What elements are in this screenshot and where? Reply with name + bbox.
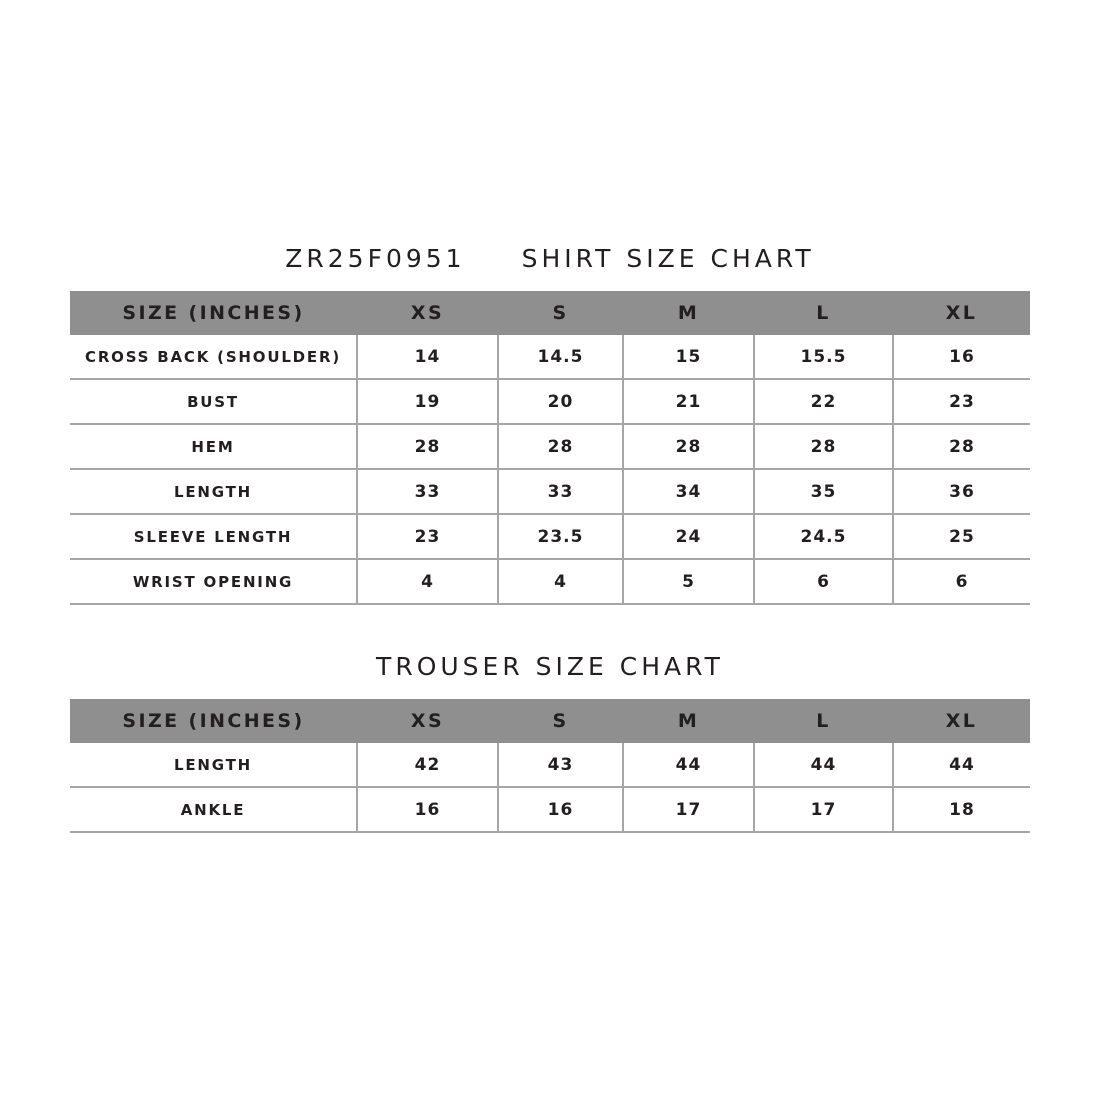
table-cell: 42 bbox=[357, 743, 498, 787]
row-label: SLEEVE LENGTH bbox=[70, 514, 357, 559]
header-cell-size-inches: SIZE (INCHES) bbox=[70, 291, 357, 335]
row-label: WRIST OPENING bbox=[70, 559, 357, 604]
table-cell: 14.5 bbox=[498, 335, 623, 379]
row-label: CROSS BACK (SHOULDER) bbox=[70, 335, 357, 379]
table-row bbox=[70, 514, 1030, 559]
table-cell: 19 bbox=[357, 379, 498, 424]
table-cell: 23.5 bbox=[498, 514, 623, 559]
table-cell: 24 bbox=[623, 514, 754, 559]
header-cell-m: M bbox=[623, 699, 754, 743]
table-cell: 23 bbox=[893, 379, 1030, 424]
table-cell: 4 bbox=[357, 559, 498, 604]
table-cell: 36 bbox=[893, 469, 1030, 514]
table-cell: 17 bbox=[754, 787, 893, 832]
table-cell: 43 bbox=[498, 743, 623, 787]
table-cell: 28 bbox=[893, 424, 1030, 469]
table-cell: 6 bbox=[893, 559, 1030, 604]
table-cell: 25 bbox=[893, 514, 1030, 559]
shirt-chart-heading: SHIRT SIZE CHART bbox=[521, 244, 815, 273]
shirt-table-body bbox=[70, 335, 1030, 604]
table-cell: 35 bbox=[754, 469, 893, 514]
table-cell: 28 bbox=[498, 424, 623, 469]
trouser-size-table bbox=[70, 699, 1030, 833]
row-label: BUST bbox=[70, 379, 357, 424]
header-cell-xl: XL bbox=[893, 699, 1030, 743]
table-row bbox=[70, 787, 1030, 832]
table-cell: 16 bbox=[498, 787, 623, 832]
header-cell-xl: XL bbox=[893, 291, 1030, 335]
table-cell: 33 bbox=[357, 469, 498, 514]
row-label: ANKLE bbox=[70, 787, 357, 832]
table-cell: 21 bbox=[623, 379, 754, 424]
shirt-table-header bbox=[70, 291, 1030, 335]
table-cell: 15 bbox=[623, 335, 754, 379]
table-cell: 28 bbox=[623, 424, 754, 469]
table-cell: 22 bbox=[754, 379, 893, 424]
trouser-table-header bbox=[70, 699, 1030, 743]
table-cell: 14 bbox=[357, 335, 498, 379]
table-cell: 23 bbox=[357, 514, 498, 559]
product-code: ZR25F0951 bbox=[285, 244, 466, 273]
table-cell: 4 bbox=[498, 559, 623, 604]
row-label: HEM bbox=[70, 424, 357, 469]
shirt-chart-title bbox=[0, 244, 1100, 273]
table-row bbox=[70, 335, 1030, 379]
header-cell-l: L bbox=[754, 699, 893, 743]
header-cell-s: S bbox=[498, 291, 623, 335]
table-cell: 28 bbox=[754, 424, 893, 469]
header-cell-m: M bbox=[623, 291, 754, 335]
header-cell-xs: XS bbox=[357, 699, 498, 743]
header-cell-l: L bbox=[754, 291, 893, 335]
header-cell-size-inches: SIZE (INCHES) bbox=[70, 699, 357, 743]
table-cell: 16 bbox=[357, 787, 498, 832]
header-cell-s: S bbox=[498, 699, 623, 743]
trouser-chart-title: TROUSER SIZE CHART bbox=[376, 652, 724, 681]
table-row bbox=[70, 743, 1030, 787]
table-cell: 18 bbox=[893, 787, 1030, 832]
trouser-table-body bbox=[70, 743, 1030, 832]
table-cell: 44 bbox=[754, 743, 893, 787]
table-cell: 6 bbox=[754, 559, 893, 604]
table-cell: 17 bbox=[623, 787, 754, 832]
table-row bbox=[70, 379, 1030, 424]
table-row bbox=[70, 559, 1030, 604]
table-cell: 16 bbox=[893, 335, 1030, 379]
table-cell: 20 bbox=[498, 379, 623, 424]
table-cell: 44 bbox=[623, 743, 754, 787]
table-cell: 15.5 bbox=[754, 335, 893, 379]
table-cell: 44 bbox=[893, 743, 1030, 787]
row-label: LENGTH bbox=[70, 743, 357, 787]
header-row bbox=[70, 699, 1030, 743]
header-row bbox=[70, 291, 1030, 335]
table-cell: 28 bbox=[357, 424, 498, 469]
table-row bbox=[70, 469, 1030, 514]
row-label: LENGTH bbox=[70, 469, 357, 514]
table-cell: 33 bbox=[498, 469, 623, 514]
header-cell-xs: XS bbox=[357, 291, 498, 335]
table-cell: 5 bbox=[623, 559, 754, 604]
table-cell: 24.5 bbox=[754, 514, 893, 559]
table-cell: 34 bbox=[623, 469, 754, 514]
table-row bbox=[70, 424, 1030, 469]
shirt-size-table bbox=[70, 291, 1030, 605]
